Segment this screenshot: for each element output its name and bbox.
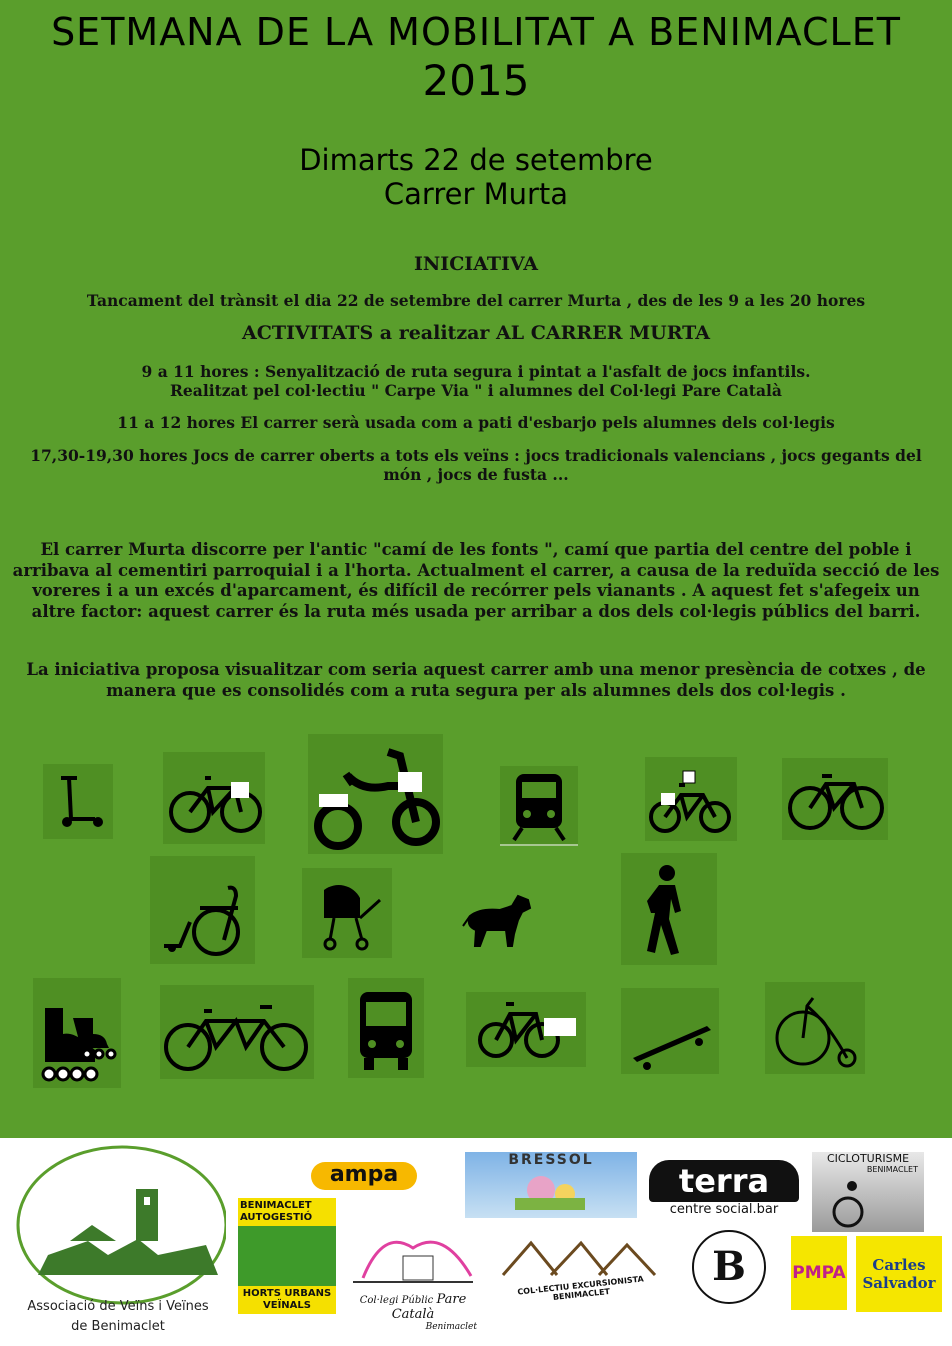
pmpa-logo xyxy=(791,1236,847,1310)
ampa-logo-text: ampa xyxy=(329,1162,399,1187)
rollerblade-icon xyxy=(33,978,121,1088)
terra-logo-subtitle: centre social.bar xyxy=(669,1202,779,1217)
activity-item-3: 17,30-19,30 hores Jocs de carrer oberts a tots els veïns : jocs tradicionals valencians , jocs gegants del món , jocs de fusta ... xyxy=(30,446,922,484)
bicycle-icon xyxy=(782,758,888,840)
pare-catala-logo xyxy=(343,1218,483,1332)
horts-logo xyxy=(238,1198,336,1314)
juvenil-logo-letter: B xyxy=(712,1243,746,1290)
page-title-year: 2015 xyxy=(422,56,530,105)
association-name-line2: de Benimaclet xyxy=(71,1319,165,1334)
event-date: Dimarts 22 de setembre xyxy=(299,143,653,177)
terra-logo-text: terra xyxy=(678,1162,770,1200)
bressol-logo xyxy=(465,1152,637,1218)
train-icon xyxy=(500,766,578,846)
cicloturisme-logo xyxy=(812,1152,924,1232)
association-name-line1: Associació de Veïns i Veïnes xyxy=(27,1299,209,1314)
cargo-bike-icon xyxy=(466,992,586,1067)
skateboard-icon xyxy=(621,988,719,1074)
activity-item-1 xyxy=(10,362,942,400)
child-bike-icon xyxy=(645,757,737,841)
collectiu-logo-text: COL·LECTIU EXCURSIONISTA BENIMACLET xyxy=(516,1274,645,1302)
collectiu-excursionista-logo xyxy=(495,1237,667,1302)
horts-logo-bottom: HORTS URBANS VEÏNALS xyxy=(238,1286,336,1314)
tandem-icon xyxy=(160,985,314,1079)
terra-logo-badge xyxy=(649,1160,799,1202)
balance-bike-icon xyxy=(308,734,443,854)
juvenil-association-logo xyxy=(692,1230,766,1304)
cicloturisme-logo-subtitle: BENIMACLET xyxy=(866,1165,918,1174)
carles-salvador-logo xyxy=(856,1236,942,1312)
dog-icon xyxy=(460,890,535,950)
initiative-text: Tancament del trànsit el dia 22 de setembre del carrer Murta , des de les 9 a les 20 hores xyxy=(86,291,866,310)
pare-catala-drawing xyxy=(343,1218,483,1288)
scooter-icon xyxy=(43,764,113,839)
ampa-logo xyxy=(311,1162,417,1190)
activity-item-1-line1: 9 a 11 hores : Senyalització de ruta segura i pintat a l'asfalt de jocs infantils. xyxy=(141,362,811,381)
cicloturisme-cyclist xyxy=(812,1174,924,1230)
activity-item-1-line2: Realitzat pel col·lectiu " Carpe Via " i alumnes del Col·legi Pare Català xyxy=(170,381,782,400)
pare-catala-prefix: Col·legi Públic xyxy=(359,1295,434,1306)
collectiu-mountains xyxy=(495,1237,667,1277)
pare-catala-title: Pare Català xyxy=(391,1292,467,1322)
description-paragraph-2: La iniciativa proposa visualitzar com seria aquest carrer amb una menor presència de cotxes , de manera que es consolidés com a ruta segura per als alumnes dels dos col·legis . xyxy=(26,660,926,700)
pmpa-logo-text: PMPA xyxy=(792,1263,846,1283)
pare-catala-name xyxy=(343,1292,483,1322)
bressol-logo-text: BRESSOL xyxy=(508,1152,594,1168)
bressol-illustration xyxy=(465,1168,637,1214)
association-logo xyxy=(8,1145,226,1340)
event-street: Carrer Murta xyxy=(383,177,569,211)
pedestrian-icon xyxy=(621,853,717,965)
description-paragraph-1: El carrer Murta discorre per l'antic "camí de les fonts ", camí que partia del centre del poble i arribava al cementiri parroquial i a l'horta. Actualment el carrer, a causa de la reduïda secció de les voreres i a un excés d'aparcament, és difícil de recórrer pels vianants . A aquest fet s'afegeix un altre factor: aquest carrer és la ruta més usada per arribar a dos dels col·legis públics del barri. xyxy=(12,540,940,621)
activity-item-2: 11 a 12 hores El carrer serà usada com a pati d'esbarjo pels alumnes dels col·legis xyxy=(117,413,835,432)
initiative-heading: INICIATIVA xyxy=(414,253,538,275)
penny-farthing-icon xyxy=(765,982,865,1074)
association-emblem xyxy=(8,1145,226,1305)
cicloturisme-logo-text: CICLOTURISME xyxy=(826,1152,910,1165)
pram-icon xyxy=(302,868,392,958)
terra-logo xyxy=(649,1160,799,1222)
bicycle-basket-icon xyxy=(163,752,265,844)
bus-icon xyxy=(348,978,424,1078)
page-title: SETMANA DE LA MOBILITAT A BENIMACLET xyxy=(51,10,901,54)
activities-heading: ACTIVITATS a realitzar AL CARRER MURTA xyxy=(241,322,710,344)
horts-logo-top: BENIMACLET AUTOGESTIÓ xyxy=(238,1198,336,1226)
wheelchair-icon xyxy=(150,856,255,964)
carles-salvador-text: Carles Salvador xyxy=(862,1256,936,1292)
pare-catala-subtitle: Benimaclet xyxy=(425,1322,477,1332)
